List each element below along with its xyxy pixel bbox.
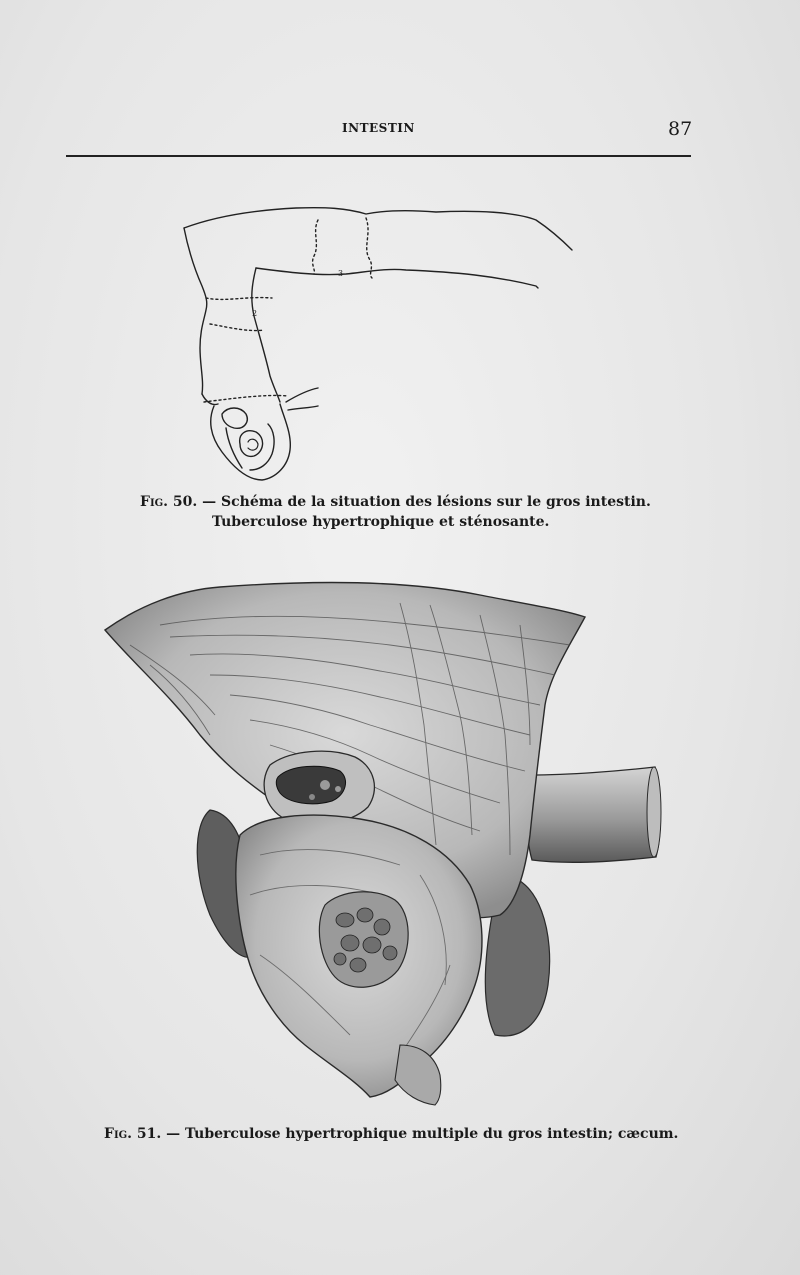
figure-50-caption-line2: Tuberculose hypertrophique et sténosante. xyxy=(212,514,550,530)
segment-marker-2: 2 xyxy=(252,309,258,318)
segment-marker-3: 3 xyxy=(338,269,344,278)
figure-51-caption-text: Tuberculose hypertrophique multiple du gros intestin; cæcum. xyxy=(185,1126,679,1142)
figure-50-label: Fig. 50. xyxy=(140,494,198,510)
header-rule xyxy=(66,155,691,157)
figure-50-schematic xyxy=(176,198,580,488)
figure-51-label: Fig. 51. xyxy=(104,1126,162,1142)
running-header: INTESTIN xyxy=(342,121,415,135)
figure-51-dash: — xyxy=(166,1126,181,1142)
figure-50-dash: — xyxy=(202,494,217,510)
page-number: 87 xyxy=(668,118,693,140)
figure-50-caption-line1: Schéma de la situation des lésions sur le gros intestin. xyxy=(221,494,651,510)
figure-51-caption xyxy=(104,1126,724,1142)
figure-50-caption xyxy=(140,492,700,532)
figure-51-illustration xyxy=(100,575,670,1110)
